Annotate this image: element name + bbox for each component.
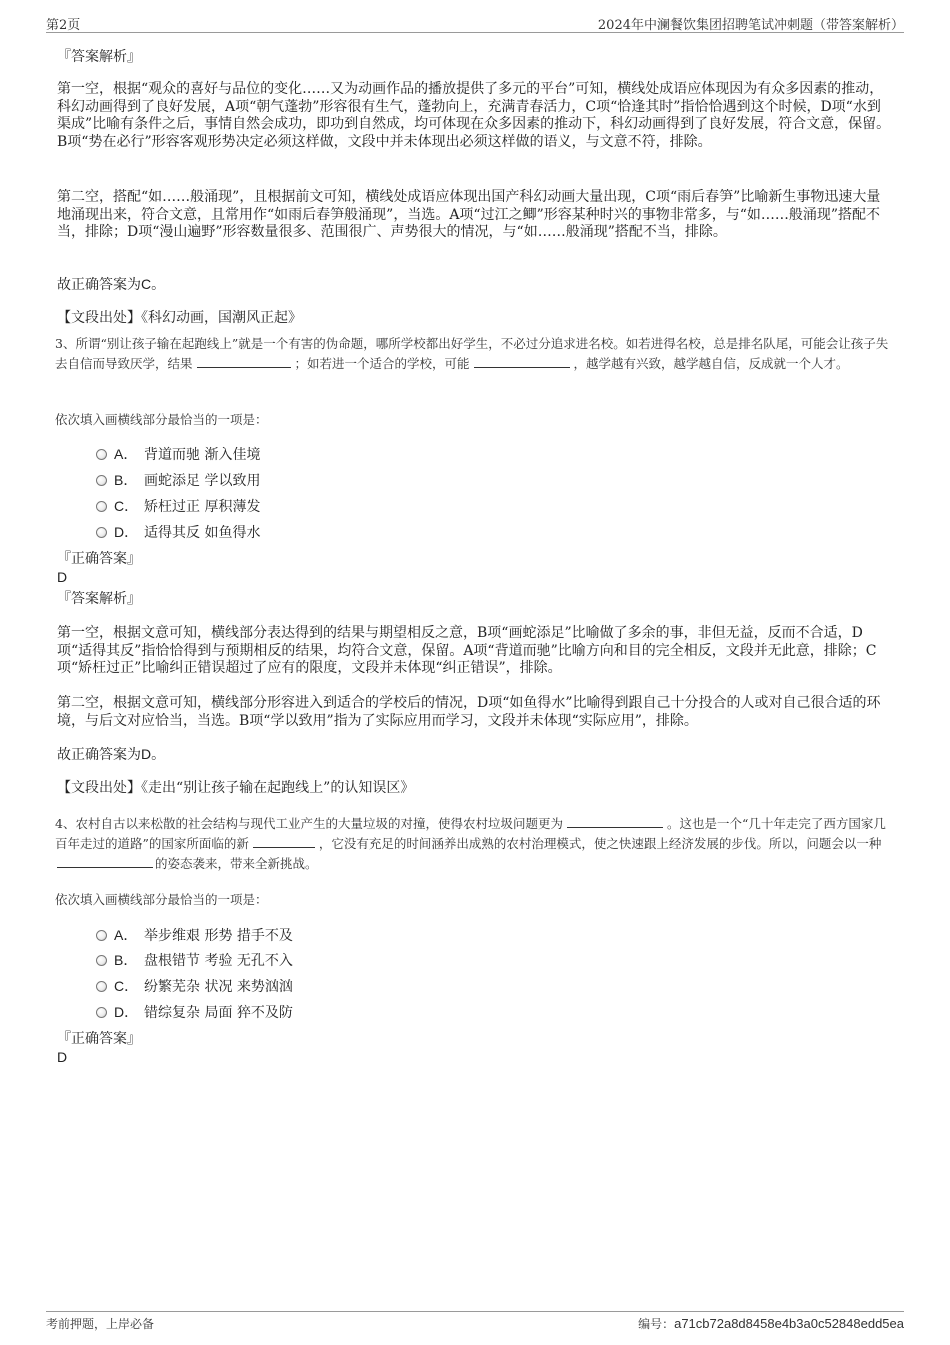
radio-icon[interactable]	[96, 449, 107, 460]
q3-correct-answer: D	[57, 569, 68, 585]
footer-slogan: 考前押题，上岸必备	[46, 1317, 155, 1331]
page-number: 第2页	[46, 18, 81, 33]
q3-analysis-paragraph-2: 第二空，根据文意可知，横线部分形容进入到适合的学校后的情况，D项“如鱼得水”比喻得到跟自己十分投合的人或对自己很合适的环境，与后文对应恰当，当选。B项“学以致用”指为了实际应用而学习，文段并未体现“实际应用”，排除。	[57, 695, 881, 729]
radio-icon[interactable]	[96, 1007, 107, 1018]
q4-blank-3	[57, 855, 153, 868]
q3-conclusion: 故正确答案为D。	[57, 746, 166, 763]
page-header	[46, 16, 904, 33]
q3-source: 【文段出处】《走出“别让孩子输在起跑线上”的认知误区》	[57, 780, 415, 796]
q3-blank-2	[474, 355, 570, 368]
q2-analysis-paragraph-2: 第二空，搭配“如……般涌现”，且根据前文可知，横线处成语应体现出国产科幻动画大量出现，C项“雨后春笋”比喻新生事物迅速大量地涌现出来，符合文意，且常用作“如雨后春笋般涌现”，当选。A项“过江之鲫”形容某种时兴的事物非常多，与“如……般涌现”搭配不当，排除；D项“漫山遍野”形容数量很多、范围很广、声势很大的情况，与“如……般涌现”搭配不当，排除。	[57, 189, 881, 240]
q2-analysis-paragraph-1: 第一空，根据“观众的喜好与品位的变化……又为动画作品的播放提供了多元的平台”可知，横线处成语应体现因为有众多因素的推动，科幻动画得到了良好发展，A项“朝气蓬勃”形容很有生气，蓬勃向上，充满青春活力，C项“恰逢其时”指恰恰遇到这个时候，D项“水到渠成”比喻有条件之后，事情自然会成功，即功到自然成，均可体现在众多因素的推动下，科幻动画得到了良好发展，符合文意，保留。B项“势在必行”形容客观形势决定必须这样做，文段中并未体现出必须这样做的语义，与文意不符，排除。	[57, 81, 891, 150]
page-footer	[46, 1311, 904, 1331]
footer-code: 编号：a71cb72a8d8458e4b3a0c52848edd5ea	[638, 1316, 904, 1331]
q4-instruction: 依次填入画横线部分最恰当的一项是：	[55, 892, 268, 907]
document-title: 2024年中澜餐饮集团招聘笔试冲刺题（带答案解析）	[597, 18, 904, 33]
q3-conclusion-answer: D	[141, 746, 152, 762]
q4-stem: 4、农村自古以来松散的社会结构与现代工业产生的大量垃圾的对撞，使得农村垃圾问题更为 。这也是一个“几十年走完了西方国家几百年走过的道路”的国家所面临的新 ，它没有充足的时间涵养出成熟的农村治理模式，使之快速跟上经济发展的步伐。所以，问题会以一种的姿态袭来，带来全新挑战。	[55, 816, 886, 871]
q3-blank-1	[197, 355, 291, 368]
radio-icon[interactable]	[96, 930, 107, 941]
q2-analysis-label: 『答案解析』	[57, 49, 141, 65]
radio-icon[interactable]	[96, 981, 107, 992]
q2-conclusion-answer: C	[141, 276, 152, 292]
radio-icon[interactable]	[96, 527, 107, 538]
q3-analysis-label: 『答案解析』	[57, 591, 141, 607]
q4-correct-label: 『正确答案』	[57, 1031, 141, 1047]
q4-blank-1	[567, 815, 663, 828]
q2-conclusion: 故正确答案为C。	[57, 276, 166, 293]
q3-correct-label: 『正确答案』	[57, 551, 141, 567]
radio-icon[interactable]	[96, 955, 107, 966]
q3-analysis-paragraph-1: 第一空，根据文意可知，横线部分表达得到的结果与期望相反之意，B项“画蛇添足”比喻做了多余的事，非但无益，反而不合适，D项“适得其反”指恰恰得到与预期相反的结果，均符合文意，保留。A项“背道而驰”比喻方向和目的完全相反，文段并无此意，排除；C项“矫枉过正”比喻纠正错误超过了应有的限度，文段并未体现“纠正错误”，排除。	[57, 625, 877, 676]
radio-icon[interactable]	[96, 475, 107, 486]
q3-instruction: 依次填入画横线部分最恰当的一项是：	[55, 412, 268, 427]
q3-stem: 3、所谓“别让孩子输在起跑线上”就是一个有害的伪命题，哪所学校都出好学生，不必过分追求进名校。如若进得名校，总是排名队尾，可能会让孩子失去自信而导致厌学，结果 ；如若进一个适合的学校，可能 ，越学越有兴致，越学越自信，反成就一个人才。	[55, 336, 889, 371]
radio-icon[interactable]	[96, 501, 107, 512]
q4-correct-answer: D	[57, 1049, 68, 1065]
q2-source: 【文段出处】《科幻动画，国潮风正起》	[57, 310, 302, 326]
q4-blank-2	[253, 835, 315, 848]
